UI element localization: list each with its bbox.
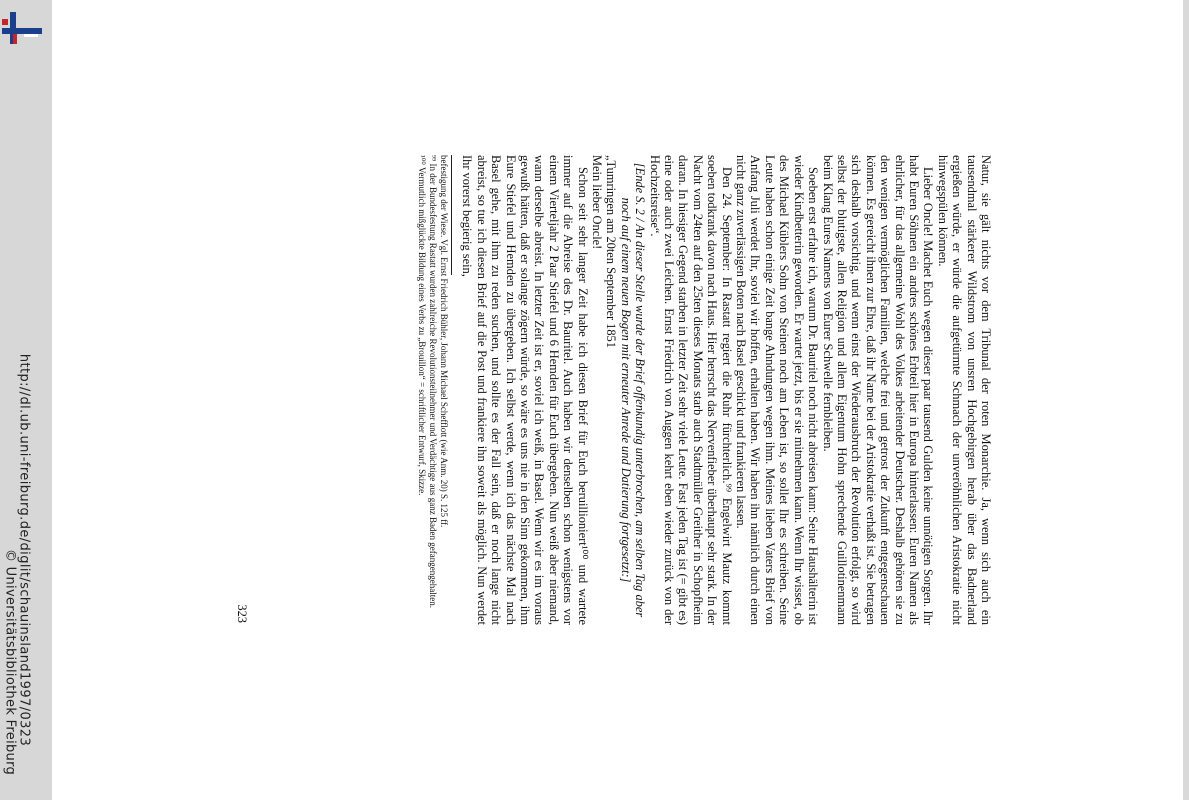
copyright-notice: © Universitätsbibliothek Freiburg [2, 548, 18, 776]
paragraph: Den 24. September: In Rastatt regiert die Ruhr fürchterlich.⁹⁹ Engelwirt Mautz kommt soeben todkrank davon nach Haus. Hier herrscht das Nervenfieber überhaupt sehr stark. In der Nacht vom 24ten auf den 25ten dieses Monats starb auch Stadtmüller Greither in Schopfheim daran. In hiesiger Gegend starben in letzter Zeit sehr viele Leute. Fast jeden Tag ist (= gibt es) eine oder auch zwei Leichen. Ernst Friedrich von Auggen kehrt eben wieder zurück von der Hochzeitsreise“. [647, 155, 734, 625]
paragraph: Natur, sie gält nichts vor dem Tribunal der roten Monarchie. Ja, wenn sich auch ein tausendmal stärkerer Wildstrom von unsren Hochgebirgen herab über das Badnerland ergießen würde, er würde die aufgetürmte Schmach der unveröhnlichen Aristokratie nicht hinwegspülen können. [935, 155, 993, 625]
page-number: 323 [235, 604, 250, 623]
footnote: ⁹⁹ In der Bundesfestung Rastatt wurden zahlreiche Revolutionsteilnehmer und Verdächtige aus ganz Baden gefangengehalten. [428, 155, 439, 608]
letter-salutation: Mein lieber Oncle! [590, 155, 605, 250]
paragraph: Schon seit sehr langer Zeit habe ich diesen Brief für Euch beruillioniert¹⁰⁰ und wartete immer auf die Abreise des Dr. Bauritel. Auch haben wir denselben schon wenigstens vor einem Vierteljahr 2 Paar Stiefel und 6 Hemden für Euch übergeben. Nun weiß aber niemand, wann derselbe abreist. In letzter Zeit ist er, soviel ich weiß, in Basel. Wenn wir es im voraus gewußt hätten, daß er solange zögern würde, so wäre es uns nie in den Sinn gekommen, ihm Eure Stiefel und Hemden zu übergeben. Ich selbst werde, wenn ich das nächste Mal nach Basel gehe, mit ihm zu reden suchen, und sollte es der Fall sein, daß er noch lange nicht abreist, so tue ich diesen Brief auf die Post und frankiere ihn soweit als möglich. Nun werdet Ihr vorerst begierig sein, [460, 155, 590, 625]
library-logo-icon [0, 8, 44, 48]
footnote: ¹⁰⁰ Vermutlich mißglückte Bildung eines Verbs zu „Brouillon“ = schriftlicher Entwurf, Skizze. [417, 155, 428, 496]
book-page [235, 155, 993, 625]
footnote: befestigung der Wiese. Vgl. Ernst Friedrich Bühler, Johann Michael Schefflott (wie Anm. 20) S. 125 ff. [438, 155, 449, 528]
paragraph: Soeben erst erfahre ich, warum Dr. Bauritel noch nicht abreisen kann: Seine Haushälterin ist wieder Kindbetterin geworden. Er wartet jetzt, bis er sie mitnehmen kann. Wenn Ihr wisset, ob des Michael Küblers Sohn von Steinen noch am Leben ist, so sollet Ihr es schreiben. Seine Leute haben schon einige Zeit bange Ahndungen wegen ihm. Meines lieben Vaters Brief von Anfang Juli werdet Ihr, soviel wir hoffen, erhalten haben. Wir haben ihn nämlich durch einen nicht ganz zuverlässigen Boten nach Basel geschickt und frankieren lassen. [734, 155, 821, 625]
page-edge-scrollbar [1183, 0, 1189, 800]
document-url[interactable]: http://dl.ub.uni-freiburg.de/diglit/schauinsland1997/0323 [16, 353, 32, 747]
letter-dateline: „Tumringen am 20ten September 1851 [604, 155, 619, 348]
footnote-divider [451, 155, 452, 275]
viewer-sidebar [0, 0, 52, 800]
paragraph: Lieber Oncle! Machet Euch wegen dieser paar tausend Gulden keine unnötigen Sorgen. Ihr habt Euren Söhnen ein andres schönes Erbteil hier in Europa hinterlassen: Euren Namen als ehrlicher, für das allgemeine Wohl des Volkes arbeitender Deutscher. Deshalb gehören sie zu den wenigen vermöglichen Familien, welche frei und getrost der Zukunft entgegenschauen können. Es gereicht ihnen zur Ehre, daß ihr Name bei der Aristokratie verhaßt ist. Sie betragen sich deshalb vorsichtig, und wenn einst der Wiederausbruch der Revolution erfolgt, so wird selbst der blutigste, allen Religion und allem Eigentum Hohn sprechende Guillotinenmann beim Klang Eures Namens von Eurer Schwelle fernbleiben. [820, 155, 936, 625]
editor-note: [Ende S. 2 / An dieser Stelle wurde der Brief offenkundig unterbrochen, am selben Tag aber noch auf einem neuen Bogen mit erneuter Anrede und Datierung fortgesetzt:] [618, 162, 648, 618]
